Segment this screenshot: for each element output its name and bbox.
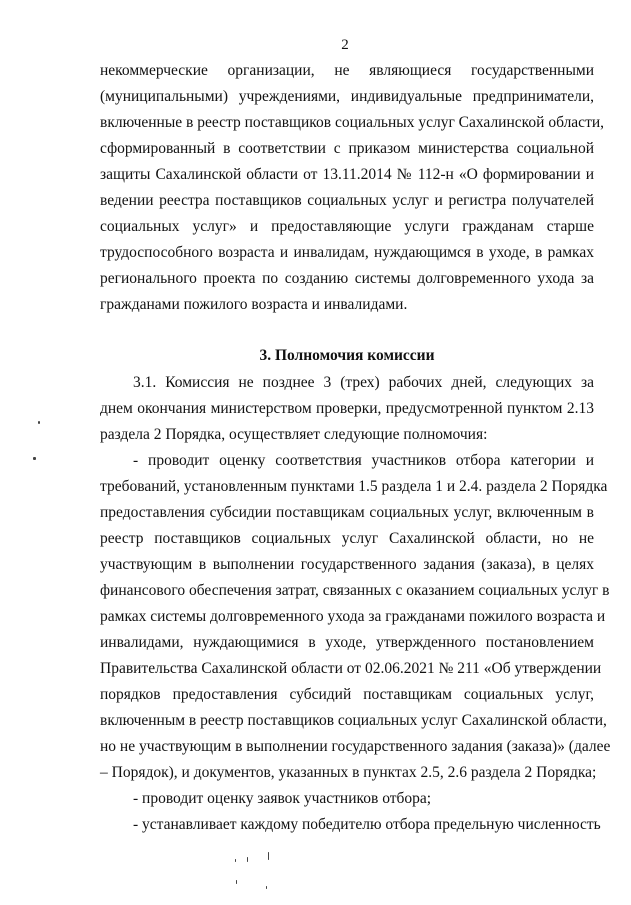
text-line: реестр поставщиков социальных услуг Сахалинской области, но не — [100, 530, 594, 547]
text-line: финансового обеспечения затрат, связанных с оказанием социальных услуг в — [100, 582, 610, 599]
text-line: гражданами пожилого возраста и инвалидами. — [100, 296, 408, 313]
text-line: трудоспособного возраста и инвалидам, нуждающимся в уходе, в рамках — [100, 244, 594, 261]
scan-speck — [266, 886, 267, 889]
text-line: требований, установленным пунктами 1.5 раздела 1 и 2.4. раздела 2 Порядка — [100, 478, 608, 495]
scan-speck — [268, 852, 269, 860]
text-line: но не участвующим в выполнении государственного задания (заказа)» (далее — [100, 738, 611, 755]
list-item: - проводит оценку заявок участников отбора; — [133, 790, 432, 807]
scan-speck — [33, 457, 36, 460]
scan-speck — [247, 857, 248, 862]
page-number: 2 — [341, 37, 349, 53]
text-line: включенные в реестр поставщиков социальных услуг Сахалинской области, — [100, 114, 605, 131]
list-item: - устанавливает каждому победителю отбора предельную численность — [133, 816, 601, 833]
text-line: рамках системы долговременного ухода за гражданами пожилого возраста и — [100, 608, 606, 625]
text-line: участвующим в выполнении государственного задания (заказа), в целях — [100, 556, 594, 573]
text-line: регионального проекта по созданию системы долговременного ухода за — [100, 270, 594, 287]
scan-speck — [236, 880, 237, 884]
scan-speck — [38, 421, 40, 424]
text-line: защиты Сахалинской области от 13.11.2014 № 112-н «О формировании и — [100, 166, 594, 183]
scan-speck — [235, 859, 236, 862]
section-heading: 3. Полномочия комиссии — [259, 347, 435, 364]
text-line: инвалидами, нуждающимися в уходе, утвержденного постановлением — [100, 634, 594, 651]
text-line: – Порядок), и документов, указанных в пунктах 2.5, 2.6 раздела 2 Порядка; — [100, 764, 597, 781]
text-line: ведении реестра поставщиков социальных услуг и регистра получателей — [100, 192, 594, 209]
text-line: порядков предоставления субсидий поставщикам социальных услуг, — [100, 686, 594, 703]
text-line: (муниципальными) учреждениями, индивидуальные предприниматели, — [100, 88, 594, 105]
text-line: включенным в реестр поставщиков социальных услуг Сахалинской области, — [100, 712, 607, 729]
text-line: раздела 2 Порядка, осуществляет следующие полномочия: — [100, 426, 488, 443]
text-line: некоммерческие организации, не являющиеся государственными — [100, 62, 594, 79]
text-line: Правительства Сахалинской области от 02.06.2021 № 211 «Об утверждении — [100, 660, 602, 677]
text-line: сформированный в соответствии с приказом министерства социальной — [100, 140, 594, 157]
list-item: - проводит оценку соответствия участников отбора категории и — [133, 452, 594, 469]
text-line: 3.1. Комиссия не позднее 3 (трех) рабочих дней, следующих за — [133, 374, 594, 391]
text-line: днем окончания министерством проверки, предусмотренной пунктом 2.13 — [100, 400, 594, 417]
text-line: предоставления субсидии поставщикам социальных услуг, включенным в — [100, 504, 594, 521]
text-line: социальных услуг» и предоставляющие услуги гражданам старше — [100, 218, 594, 235]
